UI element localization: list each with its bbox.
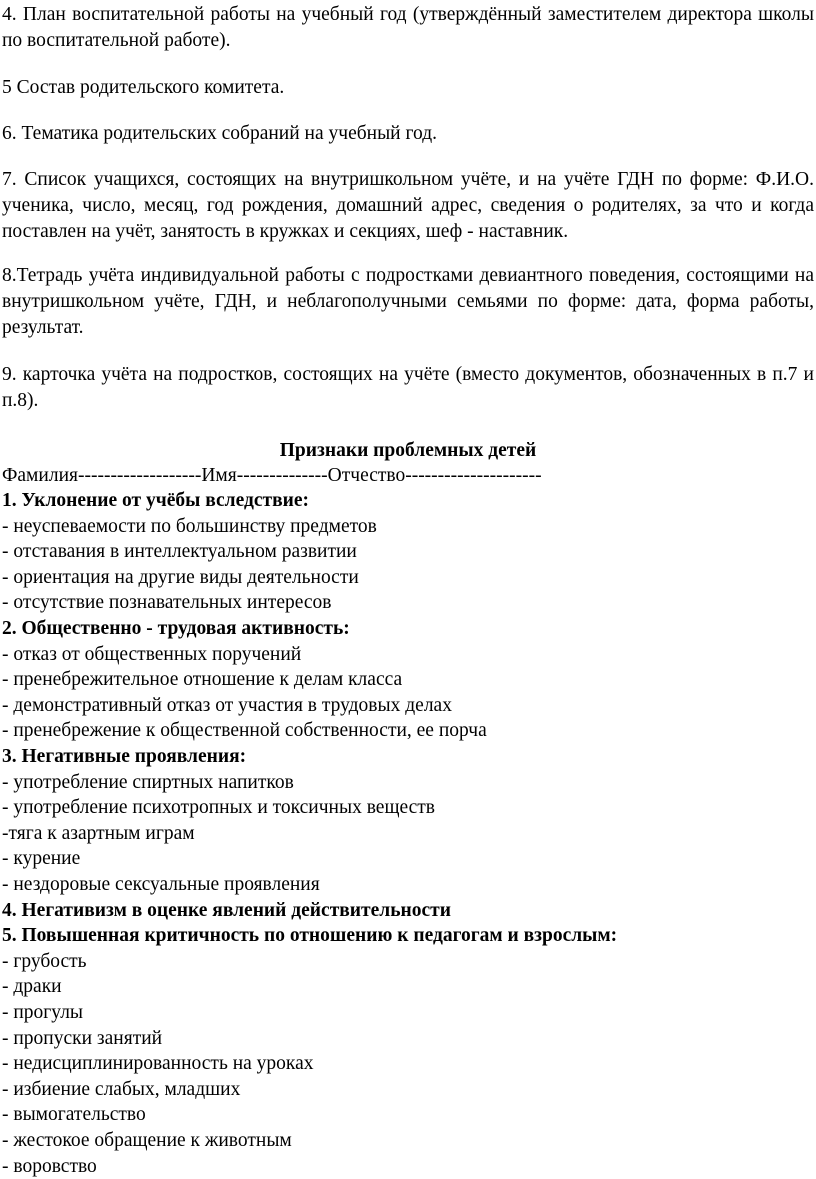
paragraph-4: 4. План воспитательной работы на учебный год (утверждённый заместителем директора школы по воспитательной работе).: [2, 4, 814, 51]
list-item: -тяга к азартным играм: [2, 822, 195, 844]
list-item: - воровство: [2, 1155, 97, 1177]
paragraph-7: 7. Список учащихся, состоящих на внутришкольном учёте, и на учёте ГДН по форме: Ф.И.О. ученика, число, месяц, год рождения, домашний адрес, сведения о родителях, за что и когда поставлен на учёт, занятость в кружках и секциях, шеф - наставник.: [2, 169, 814, 242]
paragraph-6: 6. Тематика родительских собраний на учебный год.: [2, 123, 437, 144]
list-item: - драки: [2, 976, 62, 998]
list-item: - пренебрежение к общественной собственности, ее порча: [2, 720, 487, 742]
list-item: - жестокое обращение к животным: [2, 1130, 292, 1151]
section-heading: 2. Общественно - трудовая активность:: [2, 618, 350, 639]
list-item: - недисциплинированность на уроках: [2, 1053, 314, 1075]
list-item: - употребление психотропных и токсичных веществ: [2, 797, 435, 819]
paragraph-9: 9. карточка учёта на подростков, состоящих на учёте (вместо документов, обозначенных в п.7 и п.8).: [2, 364, 814, 411]
list-item: - пренебрежительное отношение к делам класса: [2, 669, 403, 691]
section-heading: 4. Негативизм в оценке явлений действительности: [2, 899, 451, 921]
section-title: Признаки проблемных детей: [279, 440, 537, 461]
list-item: - употребление спиртных напитков: [2, 771, 294, 793]
list-item: - грубость: [2, 950, 87, 972]
list-item: - нездоровые сексуальные проявления: [2, 874, 320, 895]
section-heading: 3. Негативные проявления:: [2, 746, 247, 767]
list-item: - демонстративный отказ от участия в трудовых делах: [2, 694, 452, 716]
list-item: - отказ от общественных поручений: [2, 643, 302, 665]
list-item: - вымогательство: [2, 1104, 146, 1126]
list-item: - избиение слабых, младших: [2, 1078, 241, 1100]
list-item: - ориентация на другие виды деятельности: [2, 566, 359, 588]
list-item: - курение: [2, 848, 81, 870]
section-heading: 5. Повышенная критичность по отношению к педагогам и взрослым:: [2, 925, 618, 947]
paragraph-8: 8.Тетрадь учёта индивидуальной работы с подростками девиантного поведения, состоящими на внутришкольном учёте, ГДН, и неблагополучными семьями по форме: дата, форма работы, результат.: [2, 265, 814, 338]
list-item: - пропуски занятий: [2, 1027, 163, 1049]
paragraph-5: 5 Состав родительского комитета.: [2, 77, 285, 98]
list-item: - неуспеваемости по большинству предметов: [2, 515, 377, 537]
name-line: Фамилия-------------------Имя--------------Отчество---------------------: [2, 465, 542, 486]
list-item: - отсутствие познавательных интересов: [2, 592, 332, 614]
list-item: - прогулы: [2, 1002, 84, 1023]
list-item: - отставания в интеллектуальном развитии: [2, 541, 357, 563]
section-heading: 1. Уклонение от учёбы вследствие:: [2, 490, 310, 511]
